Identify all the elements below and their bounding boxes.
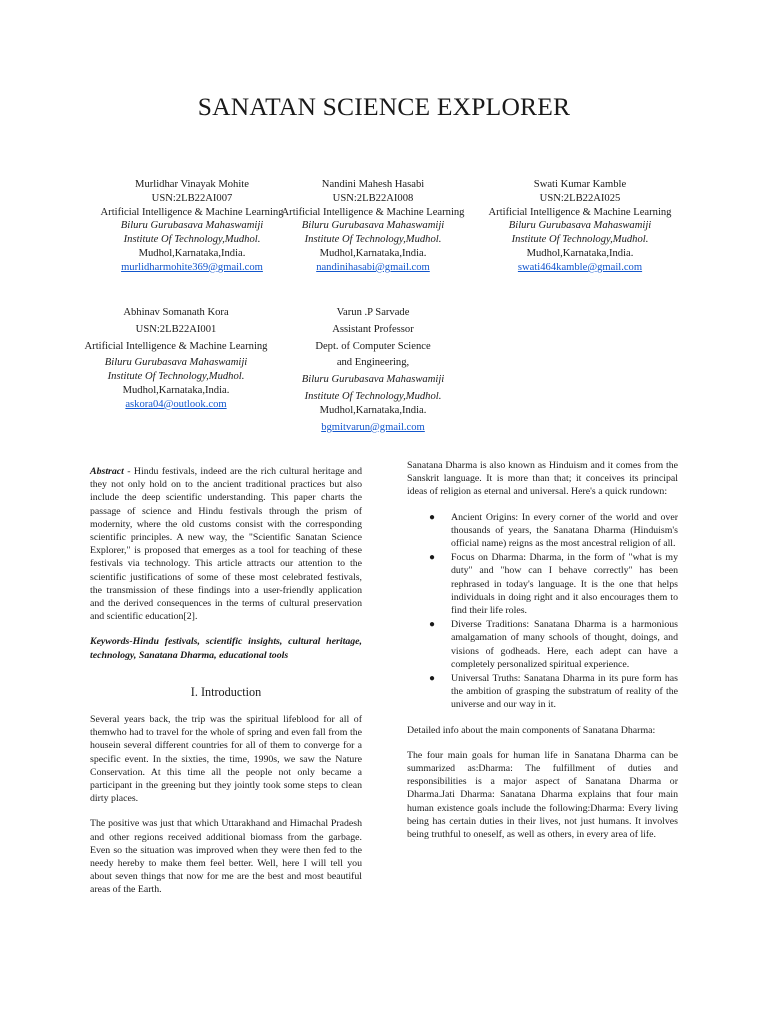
author-email-link[interactable]: bgmitvarun@gmail.com: [321, 421, 425, 433]
list-item-text: Focus on Dharma: Dharma, in the form of "what is my duty" and "how can I behave correctly" has been rephrased in today's language. It is the one that helps individuals in doing right and it also encourages them to find their life roles.: [451, 552, 678, 617]
detailed-info-paragraph: Detailed info about the main components of Sanatana Dharma:: [407, 724, 656, 736]
author-institute-line-1: Biluru Gurubasava Mahaswamiji: [120, 220, 264, 232]
author-location: Mudhol,Karnataka,India.: [122, 384, 230, 396]
author-role: Assistant Professor: [332, 323, 414, 335]
author-email-link[interactable]: swati464kamble@gmail.com: [517, 261, 643, 273]
bullet-icon: ●: [429, 511, 436, 523]
keywords-paragraph: Keywords-Hindu festivals, scientific insights, cultural heritage, technology, Sanatana Dharma, educational tools: [90, 636, 362, 661]
author-institute-line-2: Institute Of Technology,Mudhol.: [123, 234, 261, 246]
author-institute-line-1: Biluru Gurubasava Mahaswamiji: [104, 357, 248, 369]
author-department-line-1: Dept. of Computer Science: [315, 340, 431, 352]
author-institute-line-2: Institute Of Technology,Mudhol.: [304, 390, 442, 402]
author-usn: USN:2LB22AI008: [332, 192, 414, 204]
author-block-4: [80, 306, 272, 412]
abstract-text: - Hindu festivals, indeed are the rich cultural heritage and they not only hold on to the ancient traditional practices but also include the deep scientific understanding. This paper charts the passage of science and Hindu festivals through the prism of modernity, where the old customs consist with the corresponding scientific principles. A new way, the "Scientific Sanatan Science Explorer," is proposed that emerges as a tool for teaching of these festivals via technology. This article attracts our attention to the scientific justifications of some of these most celebrated festivals, the transmission of these findings into a user-friendly application and the derived consequences in the terms of cultural preservation and scientific education[2].: [90, 466, 362, 623]
bullet-icon: ●: [429, 673, 436, 685]
list-item: [429, 618, 678, 671]
author-block-3: [484, 178, 676, 275]
author-name: Swati Kumar Kamble: [533, 179, 627, 190]
abstract-label: Abstract: [90, 466, 124, 477]
author-block-5: [277, 306, 469, 434]
author-name: Abhinav Somanath Kora: [123, 307, 229, 318]
author-institute-line-1: Biluru Gurubasava Mahaswamiji: [301, 374, 445, 386]
right-column: [407, 459, 678, 853]
abstract-paragraph: [90, 465, 362, 623]
bullet-icon: ●: [429, 552, 436, 564]
author-location: Mudhol,Karnataka,India.: [319, 247, 427, 259]
author-department: Artificial Intelligence & Machine Learning: [281, 206, 465, 218]
paper-title: SANATAN SCIENCE EXPLORER: [197, 92, 571, 121]
author-institute-line-1: Biluru Gurubasava Mahaswamiji: [508, 220, 652, 232]
author-department: Artificial Intelligence & Machine Learning: [100, 206, 284, 218]
author-location: Mudhol,Karnataka,India.: [138, 247, 246, 259]
author-department-line-2: and Engineering,: [336, 357, 410, 369]
intro-paragraph-2: The positive was just that which Uttarakhand and Himachal Pradesh and other regions received additional biomass from the garbage. Even so the situation was improved when they were then fed to the needy hereby to make them feel better. Well, here I will tell you about seven things that now for me are the best and most beautiful areas of the Earth.: [90, 818, 362, 896]
author-name: Nandini Mahesh Hasabi: [321, 179, 425, 190]
list-item: [429, 511, 678, 551]
author-name: Varun .P Sarvade: [336, 307, 410, 318]
author-location: Mudhol,Karnataka,India.: [526, 247, 634, 259]
author-location: Mudhol,Karnataka,India.: [319, 404, 427, 416]
author-institute-line-1: Biluru Gurubasava Mahaswamiji: [301, 220, 445, 232]
author-email-link[interactable]: murlidharmohite369@gmail.com: [121, 261, 263, 273]
author-institute-line-2: Institute Of Technology,Mudhol.: [304, 234, 442, 246]
author-block-2: [277, 178, 469, 275]
list-item-text: Universal Truths: Sanatana Dharma in its pure form has the ambition of grasping the substratum of reality of the universe and our way in it.: [451, 673, 678, 711]
author-institute-line-2: Institute Of Technology,Mudhol.: [107, 371, 245, 383]
author-usn: USN:2LB22AI025: [539, 192, 621, 204]
section-heading-introduction: I. Introduction: [190, 684, 262, 699]
author-usn: USN:2LB22AI007: [151, 192, 233, 204]
author-institute-line-2: Institute Of Technology,Mudhol.: [511, 234, 649, 246]
left-column: [90, 465, 362, 909]
author-email-link[interactable]: nandinihasabi@gmail.com: [316, 261, 430, 273]
author-name: Murlidhar Vinayak Mohite: [135, 179, 249, 190]
author-usn: USN:2LB22AI001: [135, 323, 217, 335]
list-item: [429, 672, 678, 712]
list-item-text: Diverse Traditions: Sanatana Dharma is a harmonious amalgamation of many schools of thought, doings, and visions of godheads. Here, each adept can have a completely personalized spiritual experience.: [451, 619, 678, 670]
sanatana-intro-paragraph: Sanatana Dharma is also known as Hinduism and it comes from the Sanskrit language. It is more than that; it conceives its principal ideas of religion as eternal and universal. Here's a quick rundown:: [407, 460, 678, 498]
bullet-list: [407, 511, 678, 712]
intro-paragraph-1: Several years back, the trip was the spiritual lifeblood for all of themwho had to travel for the whole of spring and even fall from the housein several different countries for all of them to converge for a specific event. In the sixties, the time, 1990s, we saw the Nature Conservation. At this time all the people not only became a participant in the greening but they jointly took some steps to clean dirty places.: [90, 714, 362, 805]
author-department: Artificial Intelligence & Machine Learning: [84, 340, 268, 352]
author-block-1: [96, 178, 288, 275]
author-department: Artificial Intelligence & Machine Learning: [488, 206, 672, 218]
author-email-link[interactable]: askora04@outlook.com: [125, 398, 227, 410]
list-item-text: Ancient Origins: In every corner of the world and over thousands of years, the Sanatana Dharma (Hinduism's official name) reigns as the most ancestral religion of all.: [451, 511, 678, 550]
bullet-icon: ●: [429, 619, 436, 631]
list-item: [429, 551, 678, 617]
four-goals-paragraph: The four main goals for human life in Sanatana Dharma can be summarized as:Dharma: The fulfillment of duties and responsibilities is a major aspect of Sanatana Dharma or Dharma.Jati Dharma: Sanatana Dharma explains that four main human existence goals include the following:Dharma: Every living being has certain duties in their lives, not just humans. It involves being truthful to oneself, as well as others, in every area of life.: [407, 749, 678, 841]
